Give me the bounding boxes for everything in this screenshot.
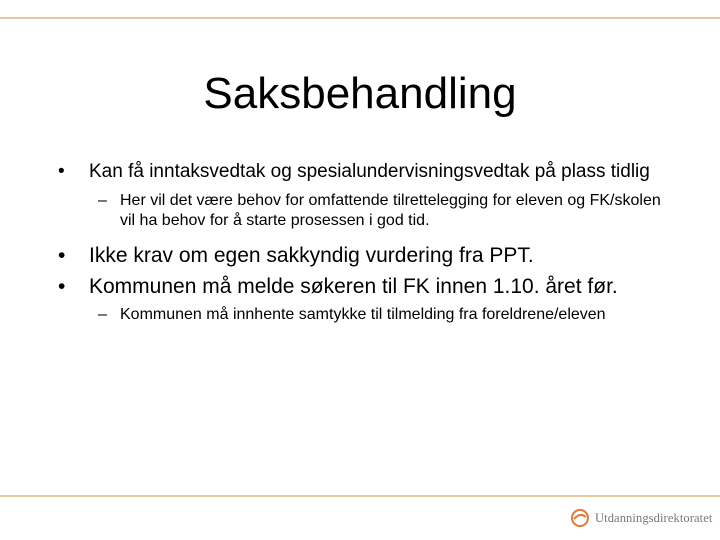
bullet-text: Kommunen må melde søkeren til FK innen 1.10. året før.: [89, 275, 618, 298]
bullet-text: Ikke krav om egen sakkyndig vurdering fra PPT.: [89, 244, 534, 267]
sub-bullet-item: [58, 191, 668, 231]
bullet-item: [58, 274, 668, 299]
slide-title: Saksbehandling: [203, 69, 517, 118]
bullet-item: [58, 243, 668, 268]
udir-logo-icon: [570, 508, 590, 528]
bullet-marker: •: [58, 161, 65, 182]
sub-bullet-text: Kommunen må innhente samtykke til tilmelding fra foreldrene/eleven: [120, 306, 606, 323]
sub-bullet-text: Her vil det være behov for omfattende tilrettelegging for eleven og FK/skolen vil ha behov for å starte prosessen i god tid.: [120, 192, 661, 229]
slide-content: [58, 160, 668, 337]
logo-text: Utdanningsdirektoratet: [595, 510, 713, 525]
top-divider: [0, 17, 720, 19]
sub-bullet-marker: –: [98, 192, 107, 209]
bullet-text: Kan få inntaksvedtak og spesialundervisningsvedtak på plass tidlig: [89, 161, 650, 182]
udir-logo: [570, 507, 712, 529]
sub-bullet-item: [58, 305, 668, 325]
sub-bullet-marker: –: [98, 306, 107, 323]
bullet-item: [58, 160, 668, 183]
bullet-marker: •: [58, 244, 66, 267]
bullet-marker: •: [58, 275, 66, 298]
bottom-divider: [0, 495, 720, 497]
